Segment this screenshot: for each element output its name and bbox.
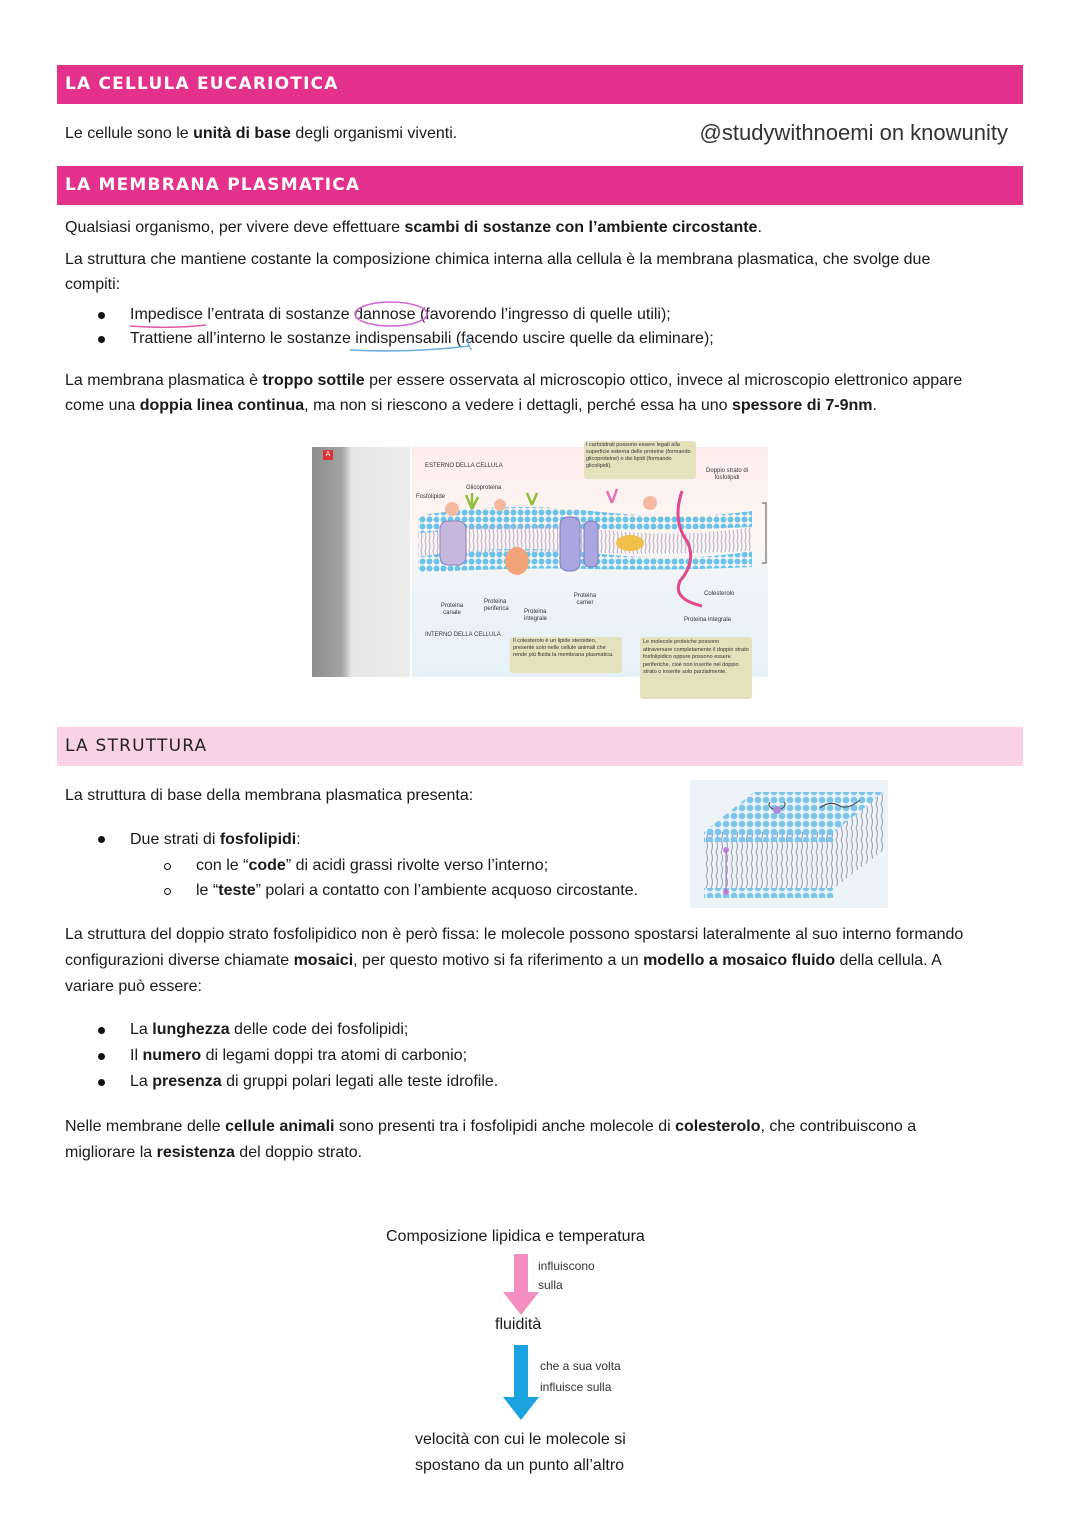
bold-text: scambi di sostanze con l’ambiente circostante	[404, 219, 758, 236]
panel-a-badge: A	[323, 450, 333, 460]
text: La	[130, 1073, 153, 1090]
text-line	[65, 368, 962, 393]
membrana-paragraph-1	[65, 215, 762, 240]
text: ” polari a contatto con l’ambiente acquoso circostante.	[255, 882, 639, 899]
text: di legami doppi tra atomi di carbonio;	[201, 1047, 468, 1064]
label-interno: INTERNO DELLA CELLULA	[425, 632, 501, 638]
text: come una	[65, 397, 140, 414]
bold-text: cellule animali	[225, 1118, 335, 1135]
flow-bottom-text	[415, 1427, 626, 1479]
intro-paragraph	[65, 121, 457, 146]
text: del doppio strato.	[234, 1144, 363, 1161]
text-line	[65, 393, 962, 418]
text-line: che a sua volta	[540, 1359, 621, 1373]
flow-arrow-blue	[502, 1345, 540, 1421]
text-line: spostano da un punto all’altro	[415, 1457, 625, 1474]
section-header-struttura	[57, 727, 1023, 766]
section-title: LA MEMBRANA PLASMATICA	[65, 175, 361, 195]
membrana-paragraph-2	[65, 247, 930, 297]
bold-text: troppo sottile	[262, 372, 365, 389]
text: delle code dei fosfolipidi;	[229, 1021, 409, 1038]
text: ” di acidi grassi rivolte verso l’interno;	[285, 857, 549, 874]
text-line	[65, 1114, 916, 1140]
text: sono presenti tra i fosfolipidi anche molecole di	[334, 1118, 676, 1135]
handwritten-annotations	[120, 298, 480, 358]
bullet-dot	[98, 1079, 105, 1086]
sub-bullet-item	[196, 879, 638, 903]
struttura-paragraph-3	[65, 1114, 916, 1166]
bullet-dot	[98, 312, 105, 319]
text: per essere osservata al microscopio ottico, invece al microscopio elettronico appare	[364, 372, 963, 389]
flow-arrow-pink	[502, 1254, 540, 1316]
text: Nelle membrane delle	[65, 1118, 226, 1135]
membrana-paragraph-3	[65, 368, 962, 418]
note-carboidrati: I carboidrati possono essere legati alla superficie esterna delle proteine (formando glicoproteine) o dei lipidi (formando glicolipidi).	[584, 441, 696, 479]
text-line: influisce sulla	[540, 1380, 612, 1394]
text-line: La struttura che mantiene costante la composizione chimica interna alla cellula è la membrana plasmatica, che svolge due	[65, 251, 931, 268]
text-line: variare può essere:	[65, 978, 202, 995]
text-line	[65, 948, 963, 974]
text-line: La struttura del doppio strato fosfolipidico non è però fissa: le molecole possono spostarsi lateralmente al suo interno formando	[65, 926, 964, 943]
text: , ma non si riescono a vedere i dettagli, perché essa ha uno	[304, 397, 732, 414]
text: .	[872, 397, 877, 414]
flow-middle-text: fluidità	[495, 1316, 542, 1333]
text: :	[296, 831, 301, 848]
bullet-item	[130, 1018, 408, 1042]
label-proteina-integrale: Proteina integrale	[524, 609, 548, 622]
section-header-membrana	[57, 166, 1023, 205]
bullet-dot	[98, 1053, 105, 1060]
bold-text: resistenza	[156, 1144, 235, 1161]
sub-bullet-circle	[164, 888, 171, 895]
text: le “	[196, 882, 219, 899]
text: , per questo motivo si fa riferimento a un	[353, 952, 644, 969]
bullet-item	[130, 1044, 467, 1068]
section-header-cellula	[57, 65, 1023, 104]
bold-text: teste	[218, 882, 256, 899]
label-doppio-strato: Doppio strato di fosfolipidi	[705, 468, 749, 481]
bold-text: numero	[142, 1047, 202, 1064]
text: della cellula. A	[835, 952, 942, 969]
bold-text: fosfolipidi	[219, 831, 297, 848]
text: .	[757, 219, 762, 236]
section-title: LA CELLULA EUCARIOTICA	[65, 74, 339, 94]
note-colesterolo: Il colesterolo è un lipide steroideo, presente solo nelle cellule animali che rende più fluida la membrana plasmatica.	[510, 637, 622, 673]
text-line: sulla	[538, 1278, 563, 1292]
watermark: @studywithnoemi on knowunity	[699, 120, 1008, 145]
bullet-dot	[98, 836, 105, 843]
text: Qualsiasi organismo, per vivere deve effettuare	[65, 219, 405, 236]
bold-text: lunghezza	[152, 1021, 230, 1038]
label-fosfolipide: Fosfolipide	[416, 494, 446, 500]
text: migliorare la	[65, 1144, 157, 1161]
text-line: influiscono	[538, 1259, 595, 1273]
text: , che contribuiscono a	[760, 1118, 917, 1135]
bullet-dot	[98, 336, 105, 343]
text: La	[130, 1021, 153, 1038]
bullet-dot	[98, 1027, 105, 1034]
sub-bullet-circle	[164, 863, 171, 870]
bullet-item	[130, 828, 301, 852]
micrograph-panel	[312, 447, 410, 677]
bullet-item	[130, 1070, 498, 1094]
flow-top-text: Composizione lipidica e temperatura	[386, 1228, 645, 1245]
membrane-figure	[312, 441, 770, 706]
bold-text: mosaici	[293, 952, 354, 969]
label-colesterolo: Colesterolo	[704, 591, 735, 597]
label-esterno: ESTERNO DELLA CELLULA	[425, 463, 503, 469]
text: di gruppi polari legati alle teste idrofile.	[221, 1073, 499, 1090]
text-line: compiti:	[65, 276, 121, 293]
label-proteina-periferica: Proteina periferica	[484, 599, 509, 612]
bullet-item: Trattiene all’interno le sostanze indispensabili (facendo uscire quelle da eliminare);	[130, 330, 714, 347]
label-proteina-carrier: Proteina carrier	[573, 593, 597, 606]
bold-text: doppia linea continua	[139, 397, 305, 414]
flow-arrow2-label	[540, 1356, 621, 1398]
text: Il	[130, 1047, 143, 1064]
label-glicoproteina: Glicoproteina	[466, 485, 502, 491]
text: con le “	[196, 857, 249, 874]
label-proteina-integrale-2: Proteina integrale	[684, 617, 732, 623]
text-line	[65, 1140, 916, 1166]
bold-text: modello a mosaico fluido	[643, 952, 836, 969]
text: Due strati di	[130, 831, 220, 848]
flow-arrow1-label	[538, 1257, 595, 1295]
section-title: LA STRUTTURA	[65, 736, 208, 756]
bold-text: code	[248, 857, 286, 874]
label-proteina-canale: Proteina canale	[440, 603, 464, 616]
note-proteine: Le molecole proteiche possono attraversare completamente il doppio strato fosfolipidico oppure possono essere periferiche, cioè non inserite nel doppio strato o inserite solo parzialmente.	[640, 637, 752, 699]
text: Le cellule sono le	[65, 125, 194, 142]
text: configurazioni diverse chiamate	[65, 952, 294, 969]
struttura-paragraph-1: La struttura di base della membrana plasmatica presenta:	[65, 787, 474, 804]
text-line: velocità con cui le molecole si	[415, 1431, 626, 1448]
bilayer-3d-illustration	[690, 780, 888, 908]
sub-bullet-item	[196, 854, 548, 878]
bold-text: colesterolo	[675, 1118, 761, 1135]
bold-text: spessore di 7-9nm	[731, 397, 873, 414]
text: La membrana plasmatica è	[65, 372, 263, 389]
bold-text: presenza	[152, 1073, 222, 1090]
struttura-paragraph-2	[65, 922, 963, 1000]
bold-text: unità di base	[193, 125, 291, 142]
bullet-item: Impedisce l’entrata di sostanze dannose (favorendo l’ingresso di quelle utili);	[130, 306, 671, 323]
text: degli organismi viventi.	[290, 125, 458, 142]
